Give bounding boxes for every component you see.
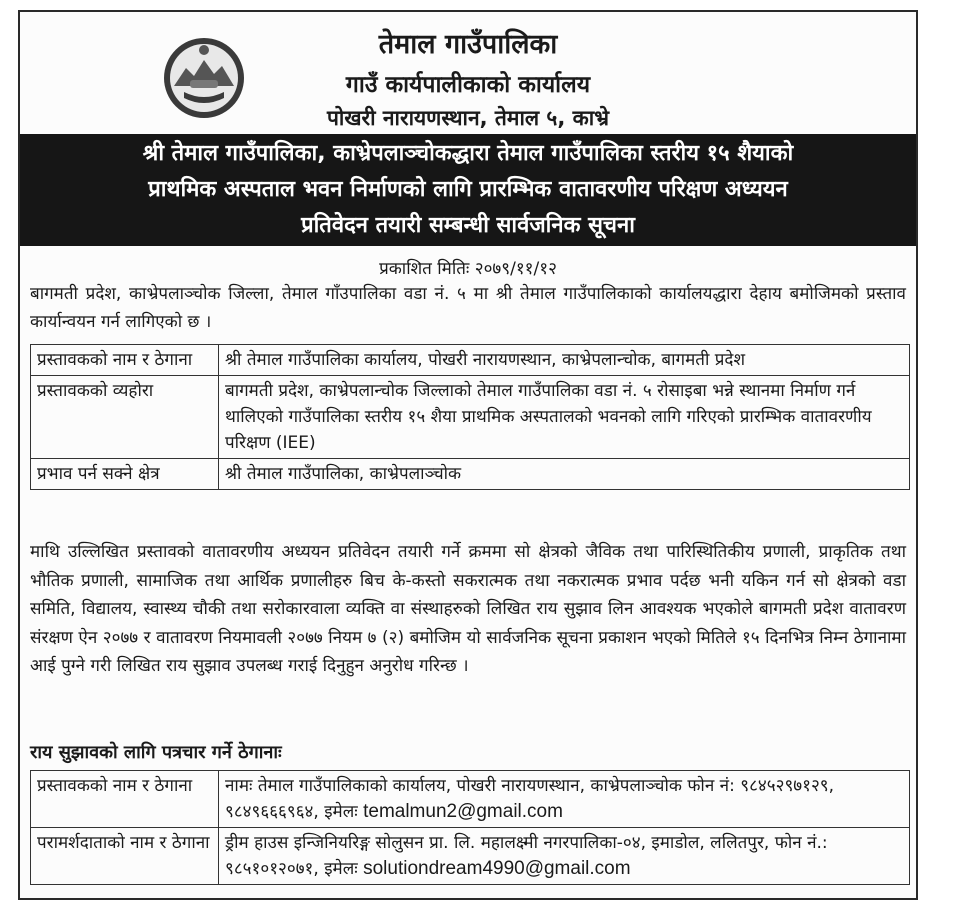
row-value: श्री तेमाल गाउँपालिका, काभ्रेपलाञ्चोक	[219, 459, 910, 490]
municipality-title: तेमाल गाउँपालिका	[378, 29, 558, 60]
published-date: प्रकाशित मितिः २०७९/११/१२	[379, 259, 557, 279]
banner-line: प्राथमिक अस्पताल भवन निर्माणको लागि प्रारम्भिक वातावरणीय परिक्षण अध्ययन	[148, 177, 788, 202]
contact-details: ड्रीम हाउस इन्जिनियरिङ्ग सोलुसन प्रा. लि. महालक्ष्मी नगरपालिका-०४, इमाडोल, ललितपुर, फोन नं.: ९८५१०१२०७१, इमेलः	[225, 833, 828, 879]
contact-details: नामः तेमाल गाउँपालिकाको कार्यालय, पोखरी नारायणस्थान, काभ्रेपलाञ्चोक फोन नं: ९८४५२९७१२९, ९८४९६६६९६४, इमेलः	[225, 776, 835, 822]
row-label: प्रस्तावकको नाम र ठेगाना	[31, 345, 219, 376]
row-label: प्रस्तावकको व्यहोरा	[31, 376, 219, 459]
row-value: श्री तेमाल गाउँपालिका कार्यालय, पोखरी नारायणस्थान, काभ्रेपलान्चोक, बागमती प्रदेश	[219, 345, 910, 376]
table-row	[31, 376, 910, 459]
row-value	[219, 828, 910, 885]
row-label: परामर्शदाताको नाम र ठेगाना	[31, 828, 219, 885]
row-value: बागमती प्रदेश, काभ्रेपलान्चोक जिल्लाको तेमाल गाउँपालिका वडा नं. ५ रोसाइबा भन्ने स्थानमा निर्माण गर्न थालिएको गाउँपालिका स्तरीय १५ शैया प्राथमिक अस्पतालको भवनको लागि गरिएको प्रारम्भिक वातावरणीय परिक्षण (IEE)	[219, 376, 910, 459]
table-row	[31, 459, 910, 490]
table-row	[31, 771, 910, 828]
public-notice	[18, 10, 918, 900]
banner-line: प्रतिवेदन तयारी सम्बन्धी सार्वजनिक सूचना	[301, 213, 635, 238]
body-paragraph: माथि उल्लिखित प्रस्तावको वातावरणीय अध्ययन प्रतिवेदन तयारी गर्ने क्रममा सो क्षेत्रको जैविक तथा पारिस्थितिकीय प्रणाली, प्राकृतिक तथा भौतिक प्रणाली, सामाजिक तथा आर्थिक प्रणालीहरु बिच के-कस्तो सकरात्मक तथा नकरात्मक प्रभाव पर्दछ भनी यकिन गर्न सो क्षेत्रको वडा समिति, विद्यालय, स्वास्थ्य चौकी तथा सरोकारवाला व्यक्ति वा संस्थाहरुको लिखित राय सुझाव लिन आवश्यक भएकोले बागमती प्रदेश वातावरण संरक्षण ऐन २०७७ र वातावरण नियमावली २०७७ नियम ७ (२) बमोजिम यो सार्वजनिक सूचना प्रकाशन भएको मितिले १५ दिनभित्र निम्न ठेगानामा आई पुग्ने गरी लिखित राय सुझाव उपलब्ध गराई दिनुहुन अनुरोध गरिन्छ ।	[30, 542, 906, 676]
intro-paragraph: बागमती प्रदेश, काभ्रेपलाञ्चोक जिल्ला, तेमाल गाँउपालिका वडा नं. ५ मा श्री तेमाल गाउँपालिकाको कार्यालयद्धारा देहाय बमोजिमको प्रस्ताव कार्यान्वयन गर्न लागिएको छ ।	[30, 284, 906, 332]
table-row	[31, 828, 910, 885]
notice-banner	[20, 134, 916, 246]
row-label: प्रस्तावकको नाम र ठेगाना	[31, 771, 219, 828]
office-address: पोखरी नारायणस्थान, तेमाल ५, काभ्रे	[327, 106, 609, 130]
row-value	[219, 771, 910, 828]
email-link[interactable]: temalmun2@gmail.com	[363, 801, 563, 822]
office-title: गाउँ कार्यपालीकाको कार्यालय	[345, 72, 591, 98]
table-row	[31, 345, 910, 376]
email-link[interactable]: solutiondream4990@gmail.com	[363, 858, 631, 879]
contact-heading: राय सुझावको लागि पत्रचार गर्ने ठेगानाः	[30, 742, 282, 763]
notice-header	[20, 12, 916, 137]
proposal-table	[30, 344, 910, 490]
banner-line: श्री तेमाल गाउँपालिका, काभ्रेपलाञ्चोकद्धारा तेमाल गाउँपालिका स्तरीय १५ शैयाको	[142, 141, 794, 166]
contact-table	[30, 770, 910, 885]
row-label: प्रभाव पर्न सक्ने क्षेत्र	[31, 459, 219, 490]
